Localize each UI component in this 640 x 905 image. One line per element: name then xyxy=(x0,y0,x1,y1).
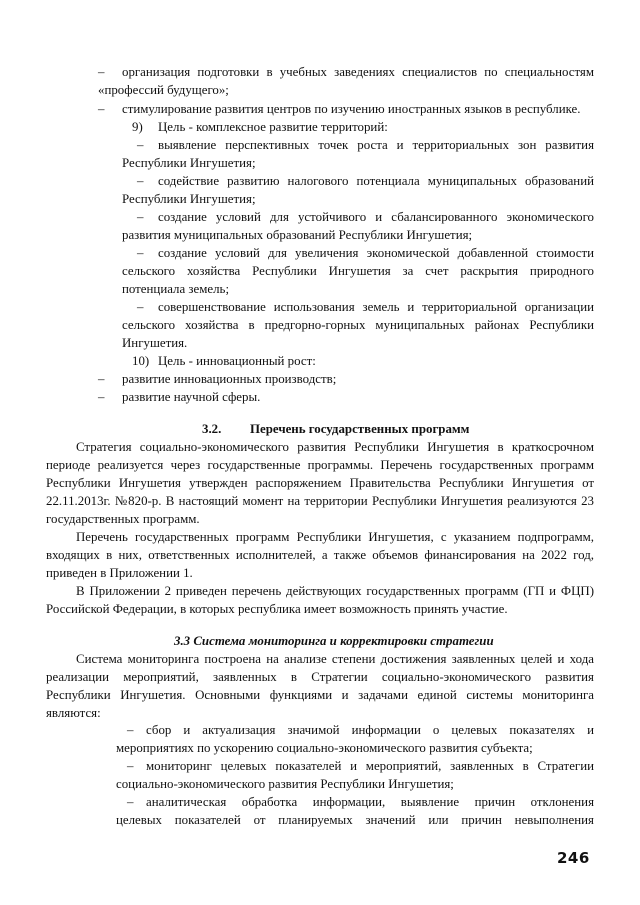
list-item-line: Республики Ингушетия; xyxy=(122,156,256,170)
list-dash: – xyxy=(137,210,144,224)
list-item-line: аналитическая обработка информации, выявление причин отклонения xyxy=(146,795,594,809)
list-item-line: организация подготовки в учебных заведениях специалистов по специальностям xyxy=(122,65,594,79)
list-dash: – xyxy=(98,390,105,404)
paragraph-line: Стратегия социально-экономического развития Республики Ингушетия в краткосрочном xyxy=(76,440,594,454)
paragraph-line: Российской Федерации, в которых республика имеет возможность принять участие. xyxy=(46,602,508,616)
list-item-line: совершенствование использования земель и территориальной организации xyxy=(158,300,594,314)
list-item-line: целевых показателей от планируемых значений или причин невыполнения xyxy=(116,813,594,827)
list-item-line: потенциала земель; xyxy=(122,282,230,296)
paragraph-line: Республики Ингушетия утвержден распоряжением Правительства Республики Ингушетия от xyxy=(46,476,594,490)
list-item-line: мониторинг целевых показателей и мероприятий, заявленных в Стратегии xyxy=(146,759,594,773)
goal-heading: Цель - комплексное развитие территорий: xyxy=(158,120,388,134)
list-dash: – xyxy=(127,759,134,773)
list-dash: – xyxy=(127,795,134,809)
list-item-line: сельского хозяйства Республики Ингушетия за счет раскрытия природного xyxy=(122,264,594,278)
paragraph-line: приведен в Приложении 1. xyxy=(46,566,193,580)
list-item-line: «профессий будущего»; xyxy=(98,83,229,97)
list-dash: – xyxy=(137,300,144,314)
paragraph-line: реализации мероприятий, заявленных в Стратегии социально-экономического развития xyxy=(46,670,594,684)
section-title: Перечень государственных программ xyxy=(250,422,470,436)
paragraph-line: Перечень государственных программ Республики Ингушетия, с указанием подпрограмм, xyxy=(76,530,594,544)
paragraph-line: входящих в них, ответственных исполнителей, а также объемов финансирования на 2022 год, xyxy=(46,548,594,562)
paragraph-line: государственных программ. xyxy=(46,512,200,526)
list-item-line: развитие научной сферы. xyxy=(122,390,261,404)
list-item-line: социально-экономического развития Республики Ингушетия; xyxy=(116,777,454,791)
paragraph-line: 22.11.2013г. №820-р. В настоящий момент на территории Республики Ингушетия реализуются 23 xyxy=(46,494,594,508)
list-item-line: развития муниципальных образований Республики Ингушетия; xyxy=(122,228,473,242)
list-dash: – xyxy=(98,372,105,386)
list-dash: – xyxy=(127,723,134,737)
list-dash: – xyxy=(137,138,144,152)
goal-heading: Цель - инновационный рост: xyxy=(158,354,316,368)
section-title: 3.3 Система мониторинга и корректировки стратегии xyxy=(174,634,494,648)
list-dash: – xyxy=(98,102,105,116)
list-item-line: сельского хозяйства в предгорно-горных муниципальных районах Республики xyxy=(122,318,594,332)
paragraph-line: периоде реализуется через государственные программы. Перечень государственных программ xyxy=(46,458,594,472)
list-dash: – xyxy=(137,246,144,260)
list-item-line: содействие развитию налогового потенциала муниципальных образований xyxy=(158,174,594,188)
list-item-line: выявление перспективных точек роста и территориальных зон развития xyxy=(158,138,594,152)
paragraph-line: Система мониторинга построена на анализе степени достижения заявленных целей и хода xyxy=(76,652,594,666)
section-number: 3.2. xyxy=(202,422,222,436)
list-dash: – xyxy=(98,65,105,79)
list-item-line: создание условий для устойчивого и сбалансированного экономического xyxy=(158,210,594,224)
page-number: 246 xyxy=(557,849,590,867)
list-item-line: сбор и актуализация значимой информации о целевых показателях и xyxy=(146,723,594,737)
list-item-line: стимулирование развития центров по изучению иностранных языков в республике. xyxy=(122,102,581,116)
list-item-line: Ингушетия. xyxy=(122,336,188,350)
goal-number: 10) xyxy=(132,354,150,368)
list-item-line: мероприятиях по ускорению социально-экономического развития субъекта; xyxy=(116,741,533,755)
list-dash: – xyxy=(137,174,144,188)
list-item-line: Республики Ингушетия; xyxy=(122,192,256,206)
list-item-line: создание условий для увеличения экономической добавленной стоимости xyxy=(158,246,594,260)
list-item-line: развитие инновационных производств; xyxy=(122,372,337,386)
paragraph-line: В Приложении 2 приведен перечень действующих государственных программ (ГП и ФЦП) xyxy=(76,584,594,598)
goal-number: 9) xyxy=(132,120,143,134)
paragraph-line: Республики Ингушетия. Основными функциями и задачами единой системы мониторинга xyxy=(46,688,594,702)
paragraph-line: являются: xyxy=(46,706,101,720)
